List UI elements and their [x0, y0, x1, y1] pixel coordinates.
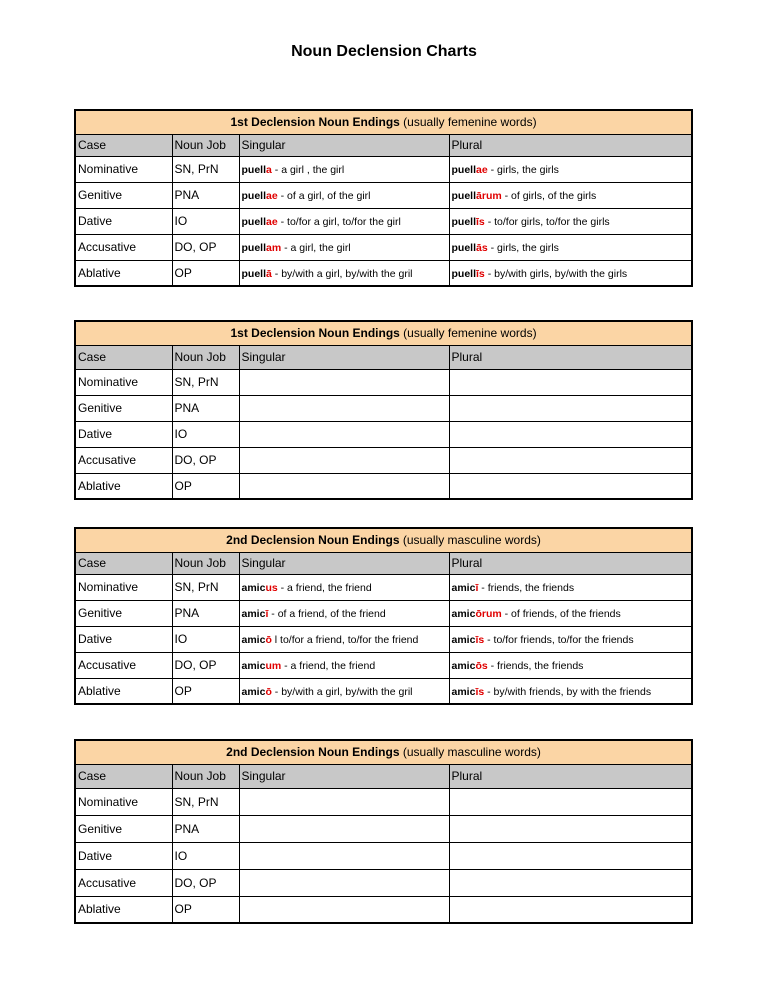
noun-job-cell: PNA [172, 182, 239, 208]
word-ending: a [266, 164, 272, 176]
word-meaning: - to/for friends, to/for the friends [484, 634, 634, 646]
case-cell: Nominative [75, 574, 172, 600]
noun-job-cell: OP [172, 678, 239, 704]
word-ending: ō [265, 685, 272, 698]
word-meaning: - girls, the girls [487, 242, 559, 254]
singular-cell [239, 395, 449, 421]
table-row [75, 156, 692, 182]
table-row [75, 395, 692, 421]
table-row [75, 869, 692, 896]
column-header-plural: Plural [449, 764, 692, 788]
table-title-note: (usually masculine words) [402, 533, 541, 548]
case-cell: Nominative [75, 156, 172, 182]
table-title-main: 1st Declension Noun Endings [230, 326, 400, 341]
noun-job-cell: OP [172, 473, 239, 499]
table-row [75, 896, 692, 923]
word-stem: amic [451, 582, 476, 594]
plural-cell [449, 182, 692, 208]
word-stem: puell [241, 190, 267, 202]
word-meaning: - friends, the friends [478, 582, 575, 594]
table-row [75, 369, 692, 395]
singular-cell [239, 600, 449, 626]
table-title [75, 528, 692, 552]
word-stem: puell [241, 242, 267, 254]
noun-job-cell: DO, OP [172, 652, 239, 678]
word-ending: am [266, 242, 282, 254]
column-header-plural: Plural [449, 552, 692, 574]
singular-cell [239, 788, 449, 815]
word-stem: amic [241, 582, 266, 594]
plural-cell [449, 652, 692, 678]
noun-job-cell: SN, PrN [172, 156, 239, 182]
table-row [75, 788, 692, 815]
singular-cell [239, 652, 449, 678]
noun-job-cell: PNA [172, 815, 239, 842]
table-title-note: (usually femenine words) [403, 326, 537, 341]
case-cell: Dative [75, 842, 172, 869]
noun-job-cell: SN, PrN [172, 574, 239, 600]
noun-job-cell: DO, OP [172, 447, 239, 473]
table-header-row [75, 110, 692, 134]
column-header-noun-job: Noun Job [172, 552, 239, 574]
singular-cell [239, 447, 449, 473]
case-cell: Dative [75, 208, 172, 234]
word-stem: amic [241, 608, 266, 620]
column-header-row [75, 764, 692, 788]
word-ending: ī [475, 582, 479, 594]
singular-cell [239, 815, 449, 842]
table-row [75, 473, 692, 499]
page-title: Noun Declension Charts [291, 43, 477, 60]
plural-cell [449, 260, 692, 286]
word-meaning: - girls, the girls [487, 164, 559, 176]
plural-cell [449, 234, 692, 260]
case-cell: Accusative [75, 652, 172, 678]
plural-cell [449, 626, 692, 652]
noun-job-cell: DO, OP [172, 869, 239, 896]
table-title-note: (usually femenine words) [403, 115, 537, 130]
noun-job-cell: IO [172, 842, 239, 869]
table-row [75, 234, 692, 260]
noun-job-cell: SN, PrN [172, 788, 239, 815]
table-row [75, 678, 692, 704]
singular-cell [239, 421, 449, 447]
column-header-singular: Singular [239, 345, 449, 369]
singular-cell [239, 473, 449, 499]
column-header-noun-job: Noun Job [172, 764, 239, 788]
table-row [75, 182, 692, 208]
plural-cell [449, 815, 692, 842]
plural-cell [449, 369, 692, 395]
word-meaning: - a girl, the girl [281, 242, 351, 254]
word-ending: us [265, 582, 278, 594]
word-stem: amic [241, 685, 266, 698]
plural-cell [449, 421, 692, 447]
word-stem: puell [451, 190, 477, 202]
table-title-main: 2nd Declension Noun Endings [226, 745, 400, 760]
case-cell: Dative [75, 626, 172, 652]
noun-job-cell: OP [172, 896, 239, 923]
word-stem: amic [241, 660, 266, 672]
plural-cell [449, 156, 692, 182]
case-cell: Ablative [75, 678, 172, 704]
word-ending: ā [266, 267, 272, 280]
case-cell: Genitive [75, 182, 172, 208]
singular-cell [239, 234, 449, 260]
noun-job-cell: IO [172, 421, 239, 447]
singular-cell [239, 369, 449, 395]
noun-job-cell: OP [172, 260, 239, 286]
word-ending: ae [266, 216, 278, 228]
column-header-plural: Plural [449, 134, 692, 156]
word-stem: puell [241, 164, 267, 176]
word-meaning: - to/for girls, to/for the girls [484, 216, 610, 228]
word-ending: ās [476, 242, 488, 254]
table-title-main: 1st Declension Noun Endings [230, 115, 400, 130]
table-row [75, 626, 692, 652]
singular-cell [239, 574, 449, 600]
word-meaning: - to/for a girl, to/for the girl [277, 216, 401, 228]
column-header-case: Case [75, 552, 172, 574]
word-stem: amic [451, 685, 476, 698]
noun-job-cell: SN, PrN [172, 369, 239, 395]
table-row [75, 652, 692, 678]
plural-cell [449, 896, 692, 923]
word-ending: īs [475, 634, 485, 646]
declension-table-1st-blank [74, 320, 693, 500]
word-ending: ōrum [475, 608, 502, 620]
singular-cell [239, 208, 449, 234]
word-ending: ōs [475, 660, 488, 672]
case-cell: Ablative [75, 473, 172, 499]
plural-cell [449, 678, 692, 704]
column-header-row [75, 345, 692, 369]
word-stem: amic [451, 634, 476, 646]
column-header-singular: Singular [239, 552, 449, 574]
word-ending: īs [476, 267, 485, 280]
case-cell: Nominative [75, 369, 172, 395]
column-header-singular: Singular [239, 134, 449, 156]
table-title [75, 110, 692, 134]
singular-cell [239, 678, 449, 704]
case-cell: Accusative [75, 234, 172, 260]
word-ending: ae [266, 190, 278, 202]
column-header-case: Case [75, 134, 172, 156]
plural-cell [449, 600, 692, 626]
singular-cell [239, 896, 449, 923]
case-cell: Ablative [75, 260, 172, 286]
plural-cell [449, 842, 692, 869]
word-meaning: - of a friend, of the friend [268, 608, 386, 620]
word-stem: puell [451, 164, 477, 176]
column-header-singular: Singular [239, 764, 449, 788]
word-meaning: l to/for a friend, to/for the friend [271, 634, 419, 646]
column-header-case: Case [75, 764, 172, 788]
table-row [75, 574, 692, 600]
table-row [75, 260, 692, 286]
plural-cell [449, 869, 692, 896]
case-cell: Genitive [75, 395, 172, 421]
word-stem: puell [241, 267, 267, 280]
table-header-row [75, 740, 692, 764]
table-title-note: (usually masculine words) [402, 745, 541, 760]
table-title [75, 321, 692, 345]
word-stem: amic [451, 660, 476, 672]
noun-job-cell: DO, OP [172, 234, 239, 260]
column-header-case: Case [75, 345, 172, 369]
table-row [75, 208, 692, 234]
word-meaning: - of friends, of the friends [501, 608, 621, 620]
word-meaning: - by/with friends, by with the friends [484, 685, 652, 698]
column-header-row [75, 552, 692, 574]
plural-cell [449, 447, 692, 473]
case-cell: Genitive [75, 815, 172, 842]
word-meaning: - by/with a girl, by/with the gril [271, 685, 413, 698]
noun-job-cell: PNA [172, 395, 239, 421]
declension-table-1st-filled [74, 109, 693, 287]
column-header-noun-job: Noun Job [172, 134, 239, 156]
case-cell: Genitive [75, 600, 172, 626]
table-row [75, 815, 692, 842]
column-header-row [75, 134, 692, 156]
table-title [75, 740, 692, 764]
word-ending: īs [476, 216, 485, 228]
word-stem: amic [451, 608, 476, 620]
singular-cell [239, 182, 449, 208]
singular-cell [239, 869, 449, 896]
word-meaning: - friends, the friends [487, 660, 584, 672]
table-row [75, 600, 692, 626]
word-ending: ae [476, 164, 488, 176]
case-cell: Ablative [75, 896, 172, 923]
table-title-main: 2nd Declension Noun Endings [226, 533, 400, 548]
word-stem: puell [451, 216, 477, 228]
word-ending: ārum [476, 190, 502, 202]
noun-job-cell: IO [172, 626, 239, 652]
word-ending: um [265, 660, 282, 672]
plural-cell [449, 208, 692, 234]
singular-cell [239, 626, 449, 652]
word-meaning: - by/with girls, by/with the girls [484, 267, 628, 280]
column-header-plural: Plural [449, 345, 692, 369]
singular-cell [239, 260, 449, 286]
table-row [75, 421, 692, 447]
singular-cell [239, 156, 449, 182]
word-stem: puell [451, 242, 477, 254]
declension-table-2nd-filled [74, 527, 693, 705]
word-ending: īs [475, 685, 485, 698]
table-row [75, 842, 692, 869]
word-stem: puell [451, 267, 477, 280]
case-cell: Nominative [75, 788, 172, 815]
plural-cell [449, 395, 692, 421]
word-meaning: - a friend, the friend [281, 660, 376, 672]
singular-cell [239, 842, 449, 869]
noun-job-cell: PNA [172, 600, 239, 626]
plural-cell [449, 788, 692, 815]
word-stem: puell [241, 216, 267, 228]
table-header-row [75, 528, 692, 552]
case-cell: Dative [75, 421, 172, 447]
case-cell: Accusative [75, 447, 172, 473]
plural-cell [449, 473, 692, 499]
word-meaning: - by/with a girl, by/with the gril [271, 267, 413, 280]
table-row [75, 447, 692, 473]
column-header-noun-job: Noun Job [172, 345, 239, 369]
word-meaning: - of a girl, of the girl [277, 190, 371, 202]
word-stem: amic [241, 634, 266, 646]
word-ending: ī [265, 608, 269, 620]
plural-cell [449, 574, 692, 600]
declension-table-2nd-blank [74, 739, 693, 924]
noun-job-cell: IO [172, 208, 239, 234]
word-meaning: - a friend, the friend [277, 582, 372, 594]
table-header-row [75, 321, 692, 345]
word-ending: ō [265, 634, 272, 646]
case-cell: Accusative [75, 869, 172, 896]
word-meaning: - of girls, of the girls [501, 190, 597, 202]
word-meaning: - a girl , the girl [271, 164, 345, 176]
